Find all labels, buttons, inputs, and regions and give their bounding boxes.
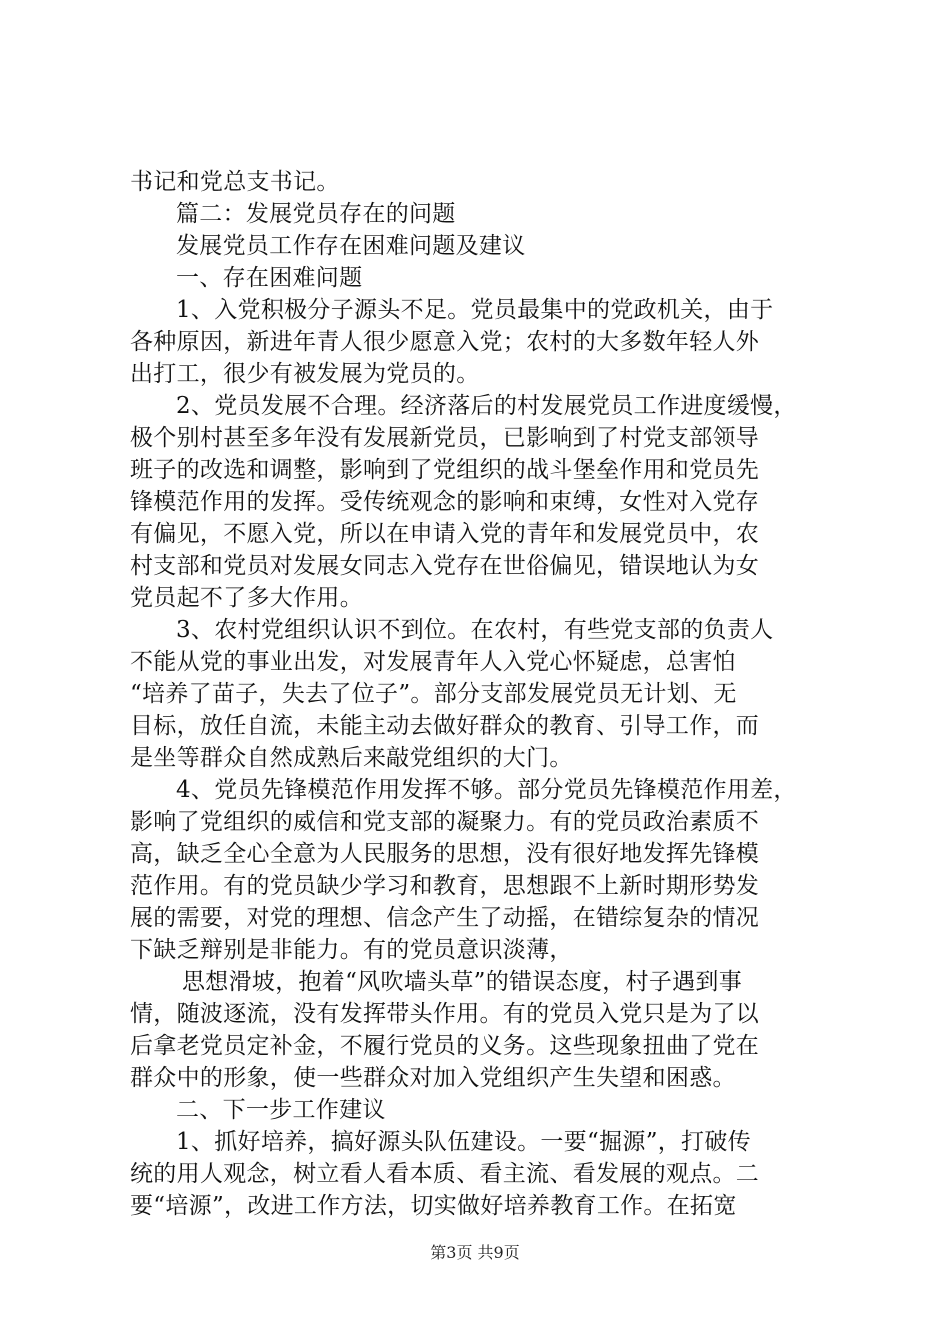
text-line: 4、党员先锋模范作用发挥不够。部分党员先锋模范作用差， — [176, 777, 797, 803]
text-line: 1、入党积极分子源头不足。党员最集中的党政机关，由于 — [176, 297, 774, 323]
text-line: 村支部和党员对发展女同志入党存在世俗偏见，错误地认为女 — [130, 553, 760, 579]
text-line: 1、抓好培养，搞好源头队伍建设。一要“掘源”，打破传 — [176, 1129, 751, 1155]
text-line: 极个别村甚至多年没有发展新党员，已影响到了村党支部领导 — [130, 425, 760, 451]
text-line: 影响了党组织的威信和党支部的凝聚力。有的党员政治素质不 — [130, 809, 760, 835]
text-line: 思想滑坡，抱着“风吹墙头草”的错误态度，村子遇到事 — [182, 969, 743, 995]
text-line: 后拿老党员定补金，不履行党员的义务。这些现象扭曲了党在 — [130, 1033, 760, 1059]
text-line: 一、存在困难问题 — [176, 265, 363, 291]
text-line: “培养了苗子，失去了位子”。部分支部发展党员无计划、无 — [130, 681, 737, 707]
text-line: 班子的改选和调整，影响到了党组织的战斗堡垒作用和党员先 — [130, 457, 760, 483]
text-line: 书记和党总支书记。 — [130, 169, 340, 195]
text-line: 是坐等群众自然成熟后来敲党组织的大门。 — [130, 745, 573, 771]
text-line: 统的用人观念，树立看人看本质、看主流、看发展的观点。二 — [130, 1161, 760, 1187]
text-line: 目标，放任自流，未能主动去做好群众的教育、引导工作，而 — [130, 713, 760, 739]
text-line: 出打工，很少有被发展为党员的。 — [130, 361, 480, 387]
text-line: 篇二：发展党员存在的问题 — [176, 201, 456, 227]
text-line: 范作用。有的党员缺少学习和教育，思想跟不上新时期形势发 — [130, 873, 760, 899]
text-line: 情，随波逐流，没有发挥带头作用。有的党员入党只是为了以 — [130, 1001, 760, 1027]
text-line: 要“培源”，改进工作方法，切实做好培养教育工作。在拓宽 — [130, 1193, 737, 1219]
text-line: 3、农村党组织认识不到位。在农村，有些党支部的负责人 — [176, 617, 774, 643]
text-line: 2、党员发展不合理。经济落后的村发展党员工作进度缓慢， — [176, 393, 797, 419]
text-line: 群众中的形象，使一些群众对加入党组织产生失望和困惑。 — [130, 1065, 736, 1091]
text-line: 发展党员工作存在困难问题及建议 — [176, 233, 526, 259]
page-footer: 第3页 共9页 — [430, 1243, 520, 1262]
text-line: 下缺乏辩别是非能力。有的党员意识淡薄， — [130, 937, 573, 963]
document-body — [130, 166, 830, 1222]
text-line: 不能从党的事业出发，对发展青年人入党心怀疑虑，总害怕 — [130, 649, 736, 675]
text-line: 二、下一步工作建议 — [176, 1097, 386, 1123]
text-line: 展的需要，对党的理想、信念产生了动摇，在错综复杂的情况 — [130, 905, 760, 931]
text-line: 党员起不了多大作用。 — [130, 585, 363, 611]
text-line: 高，缺乏全心全意为人民服务的思想，没有很好地发挥先锋模 — [130, 841, 760, 867]
text-line: 有偏见，不愿入党，所以在申请入党的青年和发展党员中，农 — [130, 521, 760, 547]
text-line: 各种原因，新进年青人很少愿意入党；农村的大多数年轻人外 — [130, 329, 760, 355]
text-line: 锋模范作用的发挥。受传统观念的影响和束缚，女性对入党存 — [130, 489, 760, 515]
